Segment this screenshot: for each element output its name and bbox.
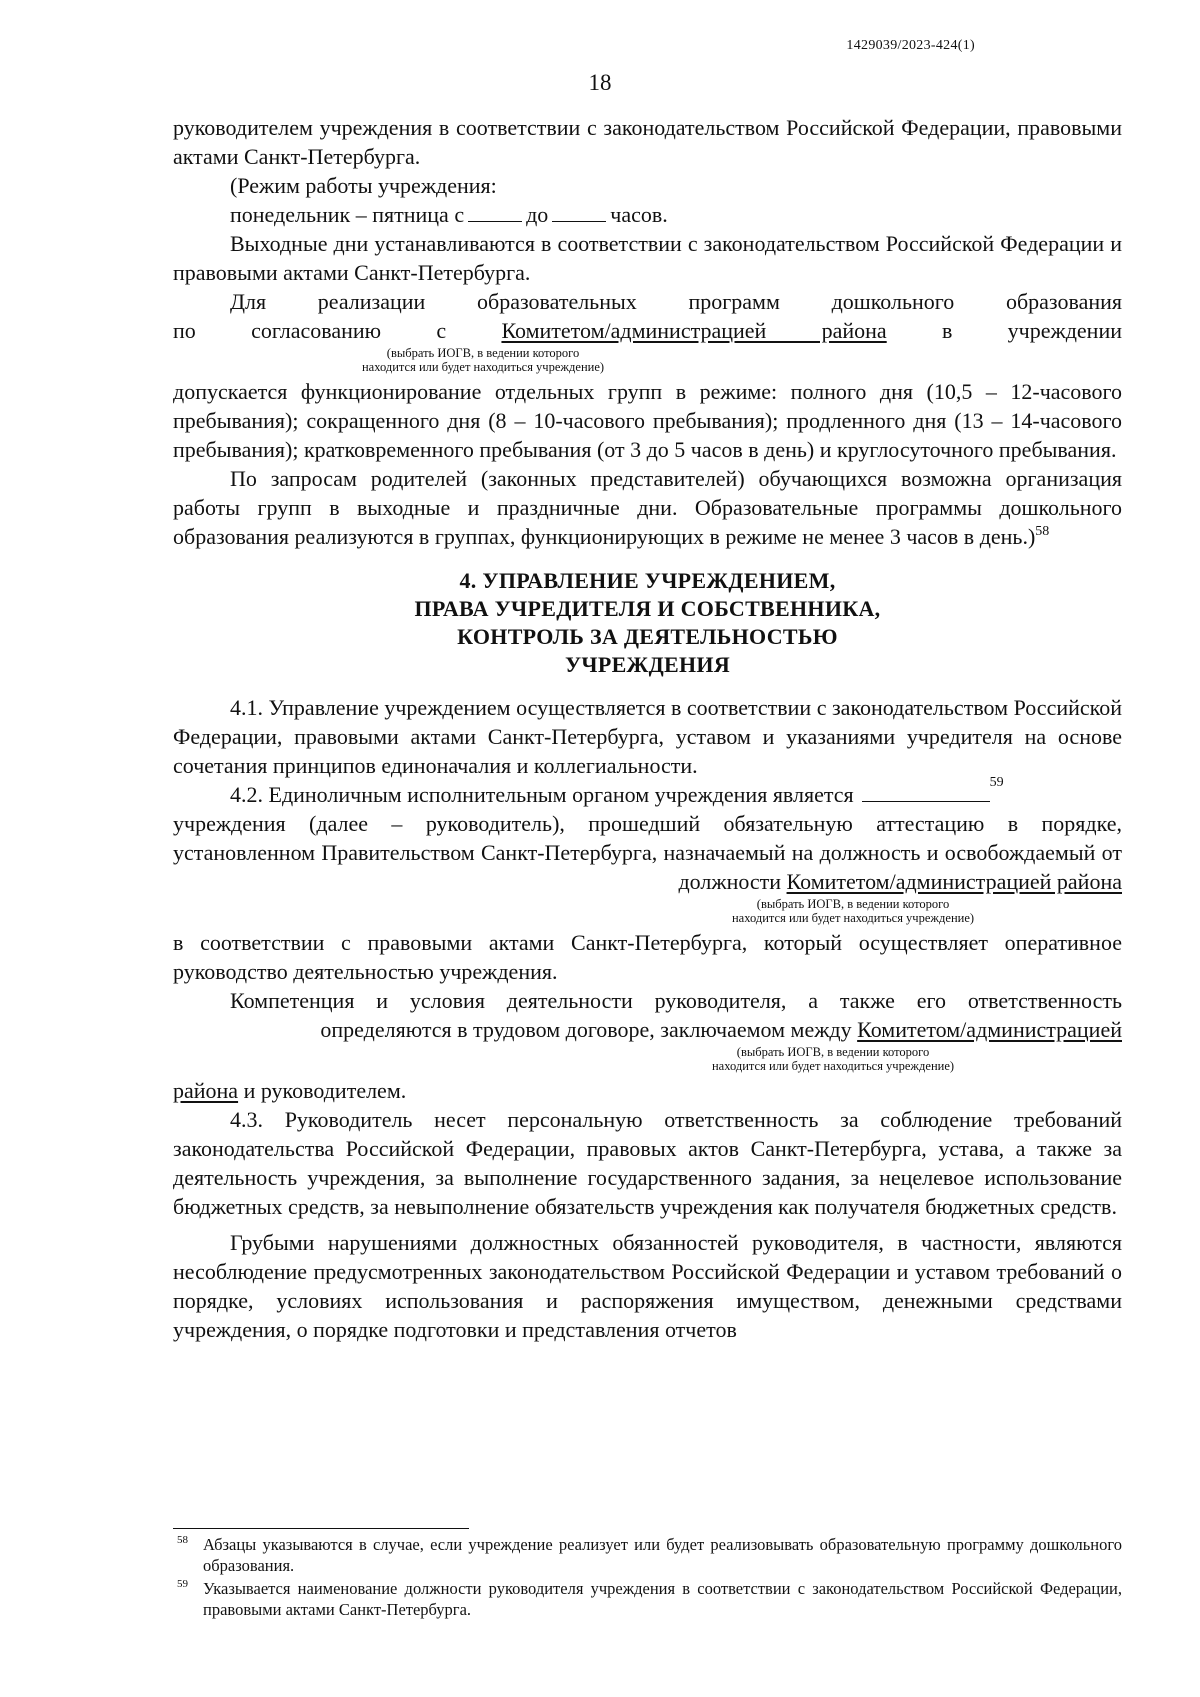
paragraph-weekend-groups: По запросам родителей (законных представителей) обучающихся возможна организация работы групп в выходные и праздничные дни. Образовательные программы дошкольного образования реализуются в группах, функционирующих в режиме не менее 3 часов в день.)$^{58}$ xyxy=(173,466,1122,549)
paragraph-continuation: руководителем учреждения в соответствии с законодательством Российской Федерации, правовыми актами Санкт-Петербурга. xyxy=(173,115,1122,169)
committee-placeholder-2: Комитетом/администрацией района xyxy=(786,869,1122,894)
clause-4-1: 4.1. Управление учреждением осуществляется в соответствии с законодательством Российской Федерации, правовыми актами Санкт-Петербурга, уставом и указаниями учредителя на основе сочетания принципов единоначалия и коллегиальности. xyxy=(173,695,1122,778)
footnote-text: Абзацы указываются в случае, если учреждение реализует или будет реализовывать образовательную программу дошкольного образования. xyxy=(203,1535,1122,1575)
clause-4-2-management: в соответствии с правовыми актами Санкт-Петербурга, который осуществляет оперативное руководство деятельностью учреждения. xyxy=(173,930,1122,984)
section-title-line4: УЧРЕЖДЕНИЯ xyxy=(564,652,731,677)
paragraph-programs-line1: Для реализации образовательных программ дошкольного образования xyxy=(230,289,1122,314)
committee-placeholder-3: Комитетом/администрацией xyxy=(857,1017,1122,1042)
schedule-days-text: понедельник – пятница с xyxy=(230,202,465,227)
footnote-mark: 58 xyxy=(177,1534,188,1546)
blank-start-hour xyxy=(468,201,522,222)
programs-institution-text: в учреждении xyxy=(942,318,1122,343)
district-placeholder: района xyxy=(173,1078,239,1103)
footnote-ref-59: 59 xyxy=(989,775,1004,790)
section-title-line1: 4. УПРАВЛЕНИЕ УЧРЕЖДЕНИЕМ, xyxy=(459,568,836,593)
paragraph-schedule-heading: (Режим работы учреждения: xyxy=(230,173,497,198)
clause-4-3: 4.3. Руководитель несет персональную ответственность за соблюдение требований законодательства Российской Федерации, правовых актов Санкт-Петербурга, устава, а также за деятельность учреждения, за выполнение государственного задания, за нецелевое использование бюджетных средств, за невыполнение обязательств учреждения как получателя бюджетных средств. xyxy=(173,1107,1122,1219)
hint-select-iogv-1: (выбрать ИОГВ, в ведении которого находится или будет находиться учреждение) xyxy=(361,346,605,374)
footnote-59 xyxy=(173,1578,1122,1620)
blank-end-hour xyxy=(552,201,606,222)
clause-4-2-competence: Компетенция и условия деятельности руководителя, а также его ответственность определяются в трудовом договоре, заключаемом между Комитетом/администрацией xyxy=(230,988,1122,1042)
hint-select-iogv-3: (выбрать ИОГВ, в ведении которого находится или будет находиться учреждение) xyxy=(711,1045,955,1073)
page-number: 18 xyxy=(588,70,612,95)
paragraph-days-off: Выходные дни устанавливаются в соответствии с законодательством Российской Федерации и правовыми актами Санкт-Петербурга. xyxy=(173,231,1122,285)
footnote-ref-58: 58 xyxy=(1035,524,1050,539)
section-title xyxy=(173,567,1122,679)
footnote-text: Указывается наименование должности руководителя учреждения в соответствии с законодательством Российской Федерации, правовыми актами Санкт-Петербурга. xyxy=(203,1579,1122,1619)
document-number: 1429039/2023-424(1) xyxy=(846,38,975,53)
clause-4-2-body: учреждения (далее – руководитель), прошедший обязательную аттестацию в порядке, установленном Правительством Санкт-Петербурга, назначаемый на должность и освобождаемый от должности Комитетом/администрацией района xyxy=(173,811,1122,894)
paragraph-programs-line2 xyxy=(173,316,1122,345)
programs-agreement-text: по согласованию с xyxy=(173,318,447,343)
document-body xyxy=(173,113,1122,1344)
footnote-58 xyxy=(173,1534,1122,1576)
schedule-to-text: до xyxy=(526,202,549,227)
committee-placeholder-1: Комитетом/администрацией района xyxy=(501,318,887,343)
paragraph-group-modes: допускается функционирование отдельных групп в режиме: полного дня (10,5 – 12-часового пребывания); сокращенного дня (8 – 10-часового пребывания); продленного дня (13 – 14-часового пребывания); кратковременного пребывания (от 3 до 5 часов в день) и круглосуточного пребывания. xyxy=(173,379,1122,462)
section-title-line3: КОНТРОЛЬ ЗА ДЕЯТЕЛЬНОСТЬЮ xyxy=(457,624,838,649)
hint-select-iogv-2: (выбрать ИОГВ, в ведении которого находится или будет находиться учреждение) xyxy=(731,897,975,925)
paragraph-schedule-hours xyxy=(173,200,1122,229)
footnotes xyxy=(173,1534,1122,1622)
clause-4-3-violations: Грубыми нарушениями должностных обязанностей руководителя, в частности, являются несоблюдение предусмотренных законодательством Российской Федерации и уставом требований о порядке, условиях использования и распоряжения имуществом, денежными средствами учреждения, о порядке подготовки и представления отчетов xyxy=(173,1230,1122,1342)
clause-4-2-line1: 4.2. Единоличным исполнительным органом учреждения является $^{59}$ xyxy=(230,775,1004,807)
schedule-hours-text: часов. xyxy=(610,202,668,227)
footnote-separator xyxy=(173,1528,469,1529)
clause-4-2-parties: района и руководителем. xyxy=(173,1078,407,1103)
footnote-mark: 59 xyxy=(177,1578,188,1590)
section-title-line2: ПРАВА УЧРЕДИТЕЛЯ И СОБСТВЕННИКА, xyxy=(414,596,881,621)
blank-position-title xyxy=(862,781,990,802)
